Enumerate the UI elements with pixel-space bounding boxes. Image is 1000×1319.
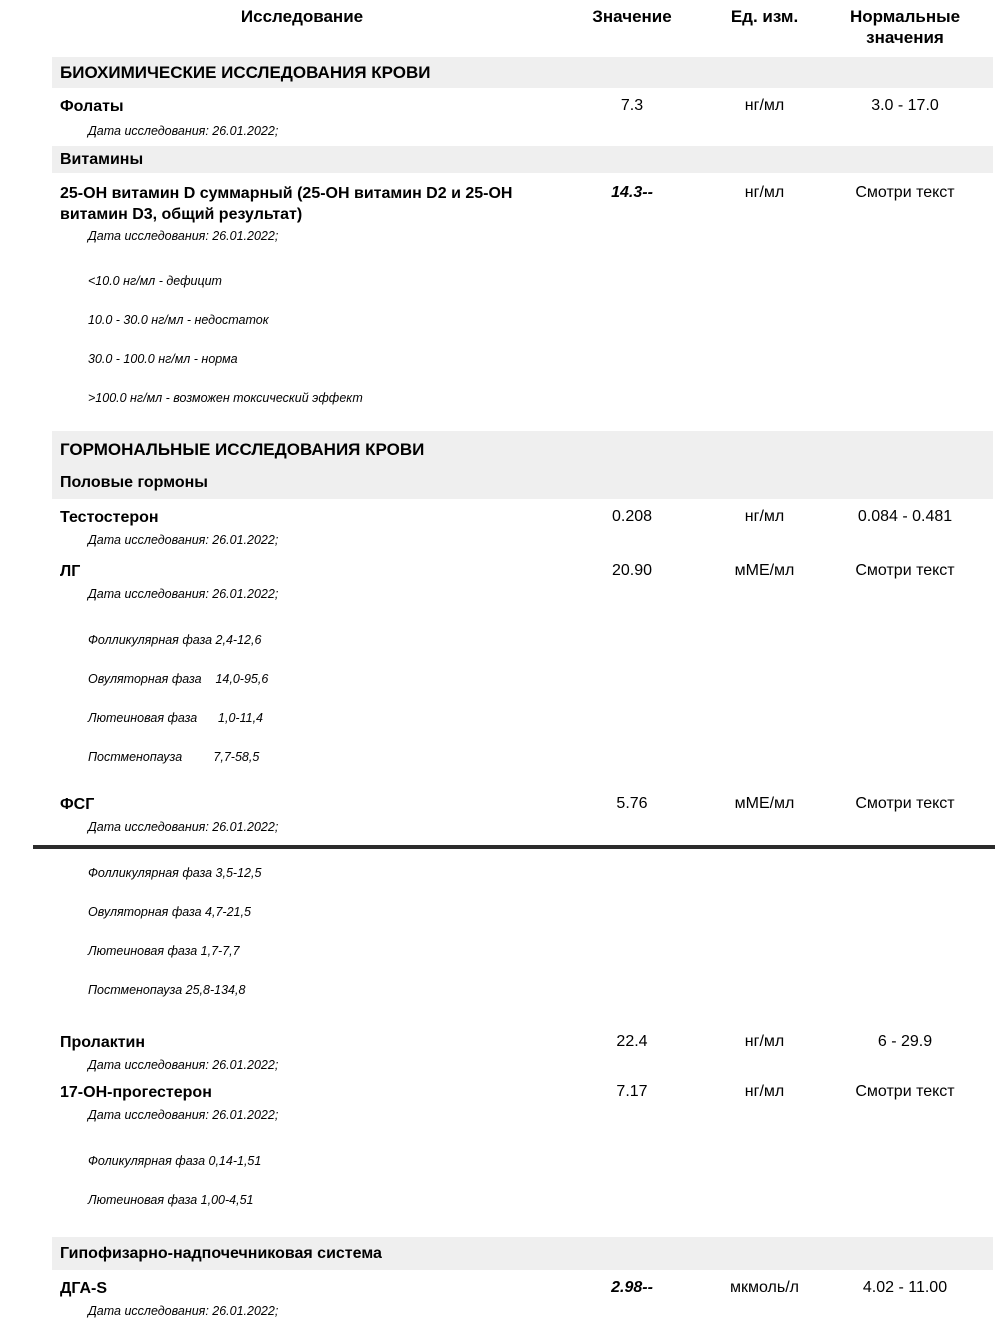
test-name: ФСГ [60, 796, 95, 813]
test-unit: нг/мл [744, 1033, 785, 1050]
test-value-flagged: 14.3-- [611, 184, 653, 201]
column-header-normal: Нормальные значения [849, 7, 961, 47]
test-name: ДГА-S [60, 1280, 108, 1297]
test-value: 5.76 [616, 795, 648, 812]
test-normal: Смотри текст [855, 562, 955, 579]
note-line: Овуляторная фаза 14,0-95,6 [88, 672, 269, 686]
test-normal: 6 - 29.9 [877, 1033, 933, 1050]
test-value-flagged: 2.98-- [611, 1279, 653, 1296]
note-line: Постменопауза 7,7-58,5 [88, 750, 260, 764]
test-normal: 0.084 - 0.481 [857, 508, 953, 525]
test-normal: 3.0 - 17.0 [871, 97, 939, 114]
test-date: Дата исследования: 26.01.2022; [88, 587, 279, 601]
test-row-dhea-s [0, 1278, 1000, 1299]
test-normal: 4.02 - 11.00 [862, 1279, 948, 1296]
test-name: ЛГ [60, 563, 81, 580]
section-title-biochem: БИОХИМИЧЕСКИЕ ИССЛЕДОВАНИЯ КРОВИ [52, 57, 993, 88]
test-unit: мМЕ/мл [734, 562, 795, 579]
footer-rule [33, 845, 995, 849]
note-line: Лютеиновая фаза 1,00-4,51 [88, 1193, 254, 1207]
section-band-hormonal [52, 431, 993, 499]
table-header [0, 0, 1000, 48]
note-line: <10.0 нг/мл - дефицит [88, 274, 222, 288]
column-header-test: Исследование [240, 7, 364, 26]
test-notes [88, 841, 1000, 1023]
note-line: Овуляторная фаза 4,7-21,5 [88, 905, 251, 919]
test-date: Дата исследования: 26.01.2022; [88, 229, 279, 243]
test-row-folate [0, 96, 1000, 117]
test-value: 20.90 [611, 562, 653, 579]
section-title-sex-hormones: Половые гормоны [60, 474, 208, 491]
test-value: 0.208 [611, 508, 653, 525]
test-date: Дата исследования: 26.01.2022; [88, 1058, 279, 1072]
test-value: 7.3 [620, 97, 644, 114]
test-unit: нг/мл [744, 1083, 785, 1100]
note-line: Фоликулярная фаза 0,14-1,51 [88, 1154, 262, 1168]
test-normal: Смотри текст [855, 795, 955, 812]
note-line: Лютеиновая фаза 1,7-7,7 [88, 944, 240, 958]
note-line: 10.0 - 30.0 нг/мл - недостаток [88, 313, 269, 327]
test-notes [88, 1129, 1000, 1233]
note-line: Лютеиновая фаза 1,0-11,4 [88, 711, 263, 725]
test-name: 17-OH-прогестерон [60, 1084, 212, 1101]
test-row-lh [0, 561, 1000, 582]
section-title-pituitary: Гипофизарно-надпочечниковая система [52, 1237, 993, 1270]
test-date: Дата исследования: 26.01.2022; [88, 533, 279, 547]
test-name: 25-OH витамин D суммарный (25-OH витамин D2 и 25-OH витамин D3, общий результат) [60, 185, 513, 223]
test-date: Дата исследования: 26.01.2022; [88, 1304, 279, 1318]
test-unit: мМЕ/мл [734, 795, 795, 812]
test-name: Фолаты [60, 98, 124, 115]
test-name: Тестостерон [60, 509, 159, 526]
test-normal: Смотри текст [855, 1083, 955, 1100]
test-date: Дата исследования: 26.01.2022; [88, 124, 279, 138]
column-header-value: Значение [592, 7, 672, 26]
test-row-prolactin [0, 1032, 1000, 1053]
test-notes [88, 249, 1000, 431]
test-unit: нг/мл [744, 508, 785, 525]
test-unit: нг/мл [744, 97, 785, 114]
test-notes [88, 608, 1000, 790]
note-line: 30.0 - 100.0 нг/мл - норма [88, 352, 238, 366]
test-value: 22.4 [616, 1033, 648, 1050]
test-row-testosterone [0, 507, 1000, 528]
test-value: 7.17 [616, 1083, 648, 1100]
note-line: >100.0 нг/мл - возможен токсический эффект [88, 391, 363, 405]
note-line: Фолликулярная фаза 2,4-12,6 [88, 633, 262, 647]
test-row-fsh [0, 794, 1000, 815]
section-title-hormonal: ГОРМОНАЛЬНЫЕ ИССЛЕДОВАНИЯ КРОВИ [60, 440, 425, 459]
note-line: Постменопауза 25,8-134,8 [88, 983, 246, 997]
test-name: Пролактин [60, 1034, 146, 1051]
test-normal: Смотри текст [855, 184, 955, 201]
column-header-unit: Ед. изм. [730, 7, 799, 26]
test-unit: нг/мл [744, 184, 785, 201]
section-title-vitamins: Витамины [52, 146, 993, 173]
note-line: Фолликулярная фаза 3,5-12,5 [88, 866, 262, 880]
test-date: Дата исследования: 26.01.2022; [88, 820, 279, 834]
test-row-17oh-progesterone [0, 1082, 1000, 1103]
test-unit: мкмоль/л [730, 1279, 799, 1296]
test-date: Дата исследования: 26.01.2022; [88, 1108, 279, 1122]
test-row-vitamin-d [0, 183, 1000, 225]
